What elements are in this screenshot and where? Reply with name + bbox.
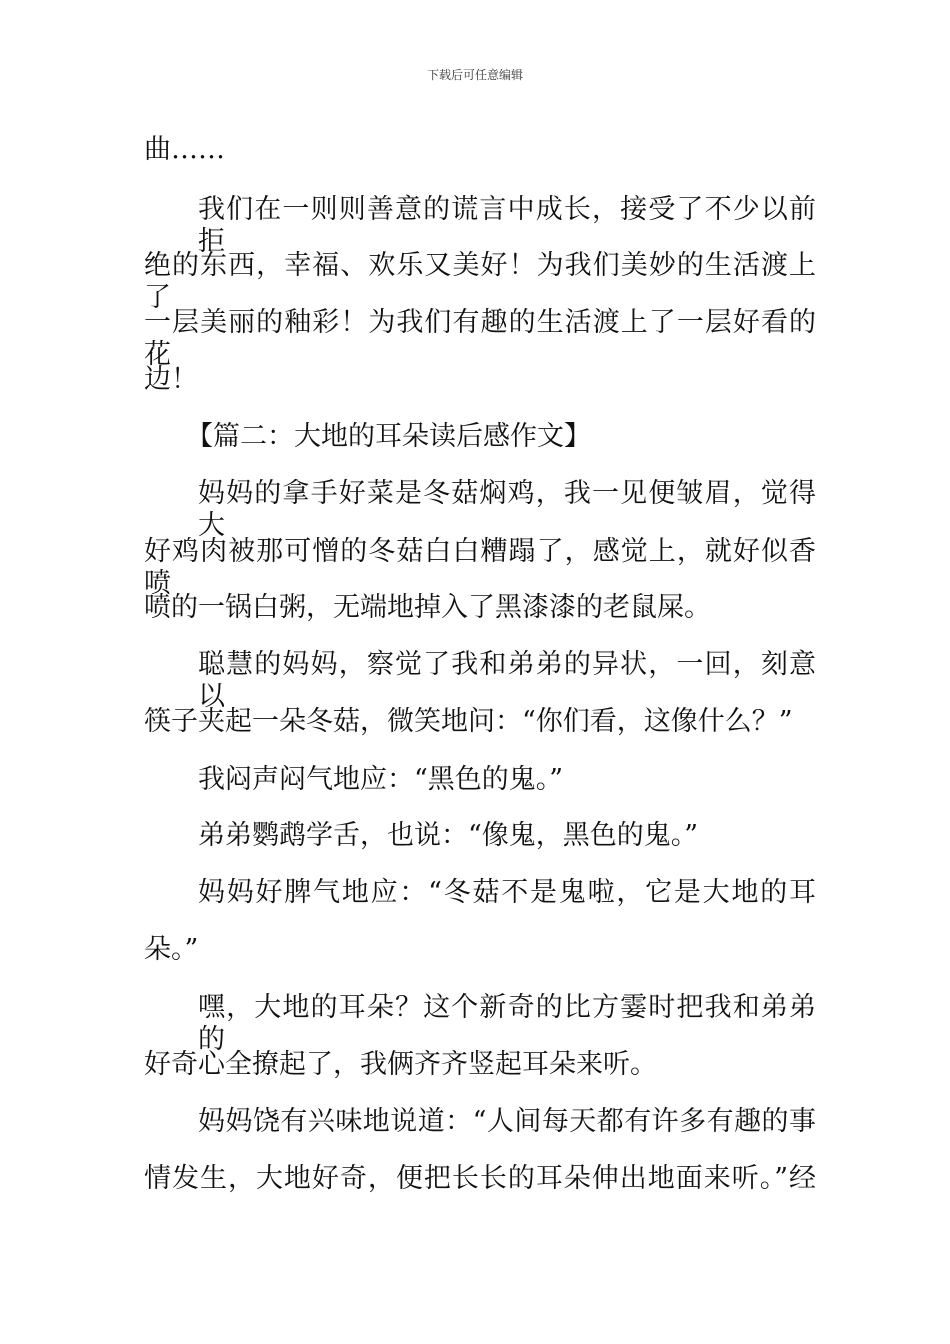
text-line: 好奇心全撩起了，我俩齐齐竖起耳朵来听。 xyxy=(144,1049,657,1080)
text-line: 朵。” xyxy=(144,934,199,965)
text-line: 筷子夹起一朵冬菇，微笑地问：“你们看，这像什么？” xyxy=(144,706,793,737)
text-line: 喷的一锅白粥，无端地掉入了黑漆漆的老鼠屎。 xyxy=(144,592,711,623)
text-line: 我闷声闷气地应：“黑色的鬼。” xyxy=(198,764,564,795)
text-line: 弟弟鹦鹉学舌，也说：“像鬼，黑色的鬼。” xyxy=(198,820,699,851)
text-line: 曲…… xyxy=(144,134,225,165)
text-line: 一层美丽的釉彩！为我们有趣的生活渡上了一层好看的花 xyxy=(144,307,816,370)
text-line: 妈妈饶有兴味地说道：“人间每天都有许多有趣的事 xyxy=(198,1106,816,1137)
page-header: 下载后可任意编辑 xyxy=(426,68,523,82)
text-line: 聪慧的妈妈，察觉了我和弟弟的异状，一回，刻意以 xyxy=(198,649,816,712)
text-line: 边！ xyxy=(144,364,198,395)
section-heading: 【篇二：大地的耳朵读后感作文】 xyxy=(186,421,591,452)
text-line: 我们在一则则善意的谎言中成长，接受了不少以前拒 xyxy=(198,194,816,257)
text-line: 情发生，大地好奇，便把长长的耳朵伸出地面来听。”经 xyxy=(144,1163,816,1194)
text-line: 妈妈好脾气地应：“冬菇不是鬼啦，它是大地的耳 xyxy=(198,877,816,908)
text-line: 好鸡肉被那可憎的冬菇白白糟蹋了，感觉上，就好似香喷 xyxy=(144,536,816,599)
text-line: 绝的东西，幸福、欢乐又美好！为我们美妙的生活渡上了 xyxy=(144,250,816,313)
text-line: 嘿，大地的耳朵？这个新奇的比方霎时把我和弟弟的 xyxy=(198,992,816,1055)
text-line: 妈妈的拿手好菜是冬菇焖鸡，我一见便皱眉，觉得大 xyxy=(198,478,816,541)
